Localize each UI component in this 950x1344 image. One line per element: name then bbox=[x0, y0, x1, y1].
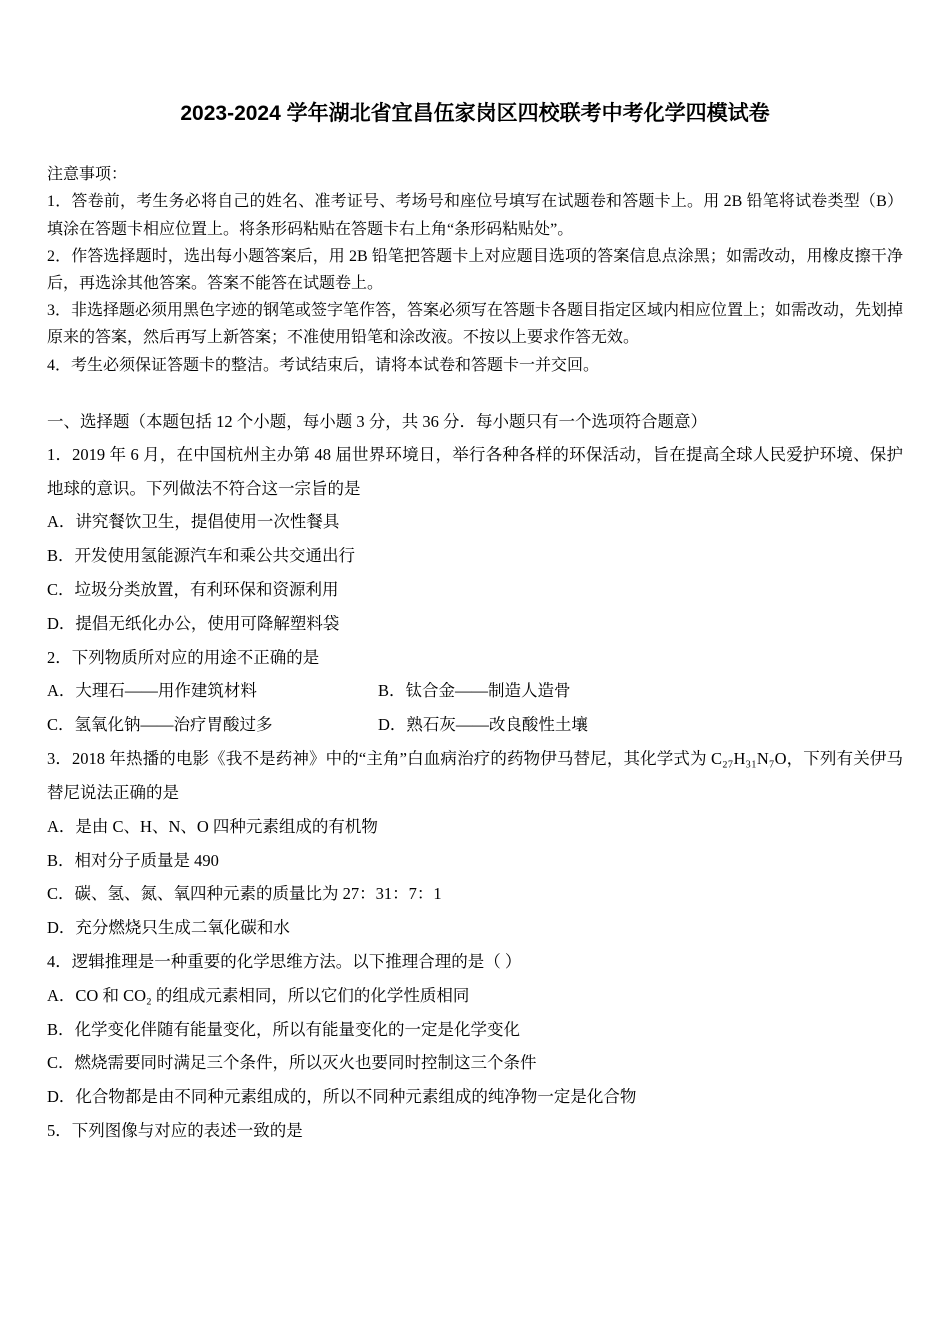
notice-item: 2．作答选择题时，选出每小题答案后，用 2B 铅笔把答题卡上对应题目选项的答案信息点涂黑；如需改动，用橡皮擦干净后，再选涂其他答案。答案不能答在试题卷上。 bbox=[47, 247, 903, 293]
question-4 bbox=[47, 945, 903, 1114]
question-5 bbox=[47, 1114, 903, 1148]
option: C．氢氧化钠——治疗胃酸过多 bbox=[47, 715, 273, 735]
option: D．化合物都是由不同种元素组成的，所以不同种元素组成的纯净物一定是化合物 bbox=[47, 1087, 637, 1107]
options-grid bbox=[47, 674, 903, 742]
question-stem: 3．2018 年热播的电影《我不是药神》中的“主角”白血病治疗的药物伊马替尼，其化学式为 C₂₇H₃₁N₇O，下列有关伊马替尼说法正确的是 bbox=[47, 749, 903, 802]
question-stem: 5．下列图像与对应的表述一致的是 bbox=[47, 1121, 303, 1141]
notice-item: 1．答卷前，考生务必将自己的姓名、准考证号、考场号和座位号填写在试题卷和答题卡上。用 2B 铅笔将试卷类型（B）填涂在答题卡相应位置上。将条形码粘贴在答题卡右上角“条形码粘贴处”。 bbox=[47, 193, 903, 238]
option: C．垃圾分类放置，有利环保和资源利用 bbox=[47, 580, 339, 600]
option: A．讲究餐饮卫生，提倡使用一次性餐具 bbox=[47, 512, 340, 532]
question-1 bbox=[47, 438, 903, 641]
notice-section bbox=[47, 161, 903, 379]
notice-item: 4．考生必须保证答题卡的整洁。考试结束后，请将本试卷和答题卡一并交回。 bbox=[47, 356, 600, 374]
notice-heading: 注意事项： bbox=[47, 166, 128, 184]
option: C．碳、氢、氮、氧四种元素的质量比为 27：31：7：1 bbox=[47, 884, 442, 904]
option: C．燃烧需要同时满足三个条件，所以灭火也要同时控制这三个条件 bbox=[47, 1053, 537, 1073]
option: B．化学变化伴随有能量变化，所以有能量变化的一定是化学变化 bbox=[47, 1019, 521, 1039]
paper-title: 2023-2024 学年湖北省宜昌伍家岗区四校联考中考化学四模试卷 bbox=[180, 102, 770, 125]
question-stem: 2．下列物质所对应的用途不正确的是 bbox=[47, 647, 320, 667]
option: A．大理石——用作建筑材料 bbox=[47, 681, 257, 701]
option: B．相对分子质量是 490 bbox=[47, 850, 219, 870]
question-3 bbox=[47, 742, 903, 945]
option: D．提倡无纸化办公，使用可降解塑料袋 bbox=[47, 613, 340, 633]
question-stem: 4．逻辑推理是一种重要的化学思维方法。以下推理合理的是（ ） bbox=[47, 951, 522, 971]
option: D．充分燃烧只生成二氧化碳和水 bbox=[47, 918, 290, 938]
option: B．开发使用氢能源汽车和乘公共交通出行 bbox=[47, 546, 356, 566]
notice-item: 3．非选择题必须用黑色字迹的钢笔或签字笔作答，答案必须写在答题卡各题目指定区域内相应位置上；如需改动，先划掉原来的答案，然后再写上新答案；不准使用铅笔和涂改液。不按以上要求作答无效。 bbox=[47, 302, 904, 347]
option: B．钛合金——制造人造骨 bbox=[378, 681, 571, 701]
question-2 bbox=[47, 641, 903, 742]
question-stem: 1．2019 年 6 月，在中国杭州主办第 48 届世界环境日，举行各种各样的环保活动，旨在提高全球人民爱护环境、保护地球的意识。下列做法不符合这一宗旨的是 bbox=[47, 444, 903, 498]
option: D．熟石灰——改良酸性土壤 bbox=[378, 715, 588, 735]
section-heading: 一、选择题（本题包括 12 个小题，每小题 3 分，共 36 分．每小题只有一个选项符合题意） bbox=[47, 411, 707, 431]
option: A．是由 C、H、N、O 四种元素组成的有机物 bbox=[47, 816, 378, 836]
option: A．CO 和 CO₂ 的组成元素相同，所以它们的化学性质相同 bbox=[47, 985, 470, 1005]
